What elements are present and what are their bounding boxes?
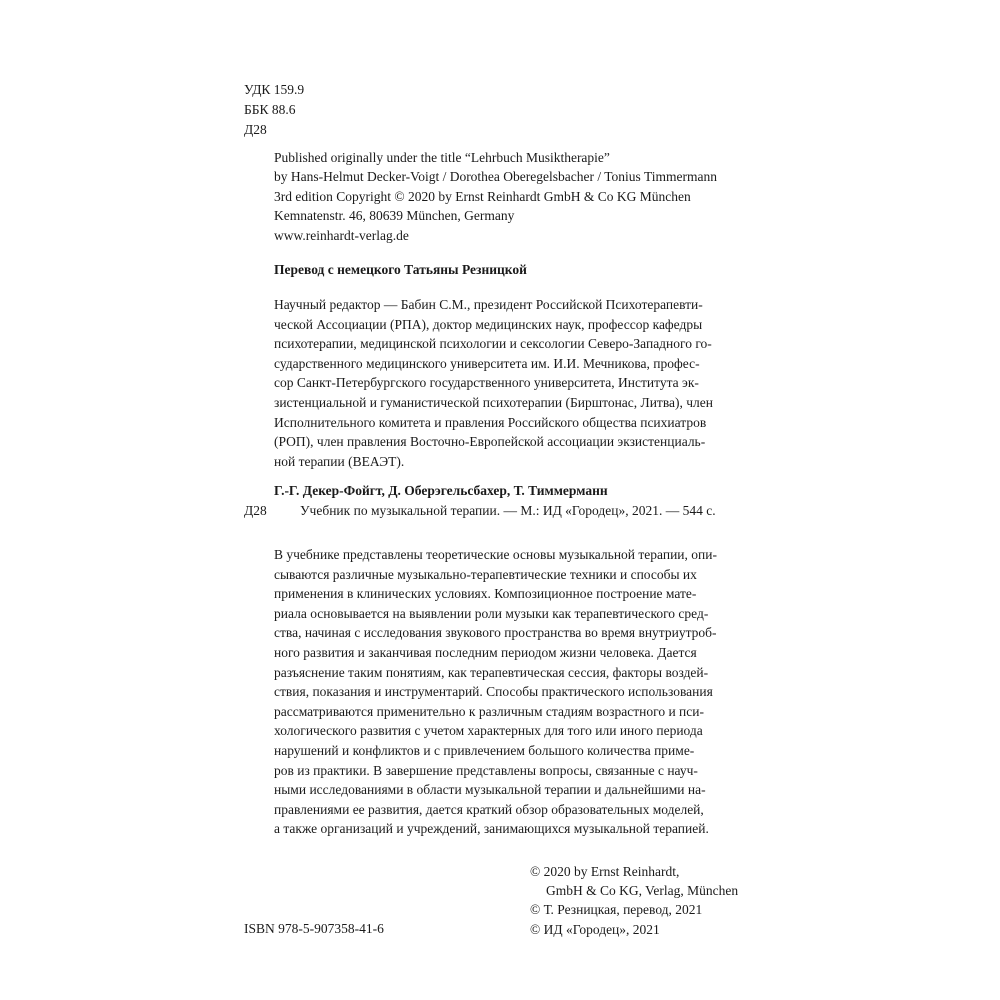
abstract-line: ров из практики. В завершение представлены вопросы, связанные с науч- bbox=[274, 762, 698, 778]
abstract-line: рассматриваются применительно к различным стадиям возрастного и пси- bbox=[274, 703, 704, 719]
abstract-line: ными исследованиями в области музыкальной терапии и дальнейшими на- bbox=[274, 782, 706, 798]
editor-line: Исполнительного комитета и правления Российского общества психиатров bbox=[274, 414, 707, 430]
editor-line: сударственного медицинского университета им. И.И. Мечникова, профес- bbox=[274, 355, 700, 371]
abstract-line: риала основывается на выявлении роли музыки как терапевтического сред- bbox=[274, 605, 709, 621]
bbk-code: ББК 88.6 bbox=[244, 102, 296, 117]
isbn: ISBN 978-5-907358-41-6 bbox=[244, 921, 384, 936]
author-mark: Д28 bbox=[244, 122, 267, 137]
abstract-line: нарушений и конфликтов и с привлечением большого количества приме- bbox=[274, 742, 695, 758]
abstract-line: ного развития и заканчивая последним периодом жизни человека. Дается bbox=[274, 644, 697, 660]
authors-heading: Г.-Г. Декер-Фойгт, Д. Оберэгельсбахер, Т. Тиммерманн bbox=[274, 483, 608, 498]
abstract-line: а также организаций и учреждений, занимающихся музыкальной терапией. bbox=[274, 821, 709, 837]
copyright-line: © 2020 by Ernst Reinhardt, bbox=[530, 864, 680, 879]
copyright-block bbox=[530, 862, 738, 939]
editor-line: ческой Ассоциации (РПА), доктор медицинских наук, профессор кафедры bbox=[274, 316, 703, 332]
abstract-line: разъяснение таким понятиям, как терапевтическая сессия, факторы воздей- bbox=[274, 664, 709, 680]
original-line: by Hans-Helmut Decker-Voigt / Dorothea Oberegelsbacher / Tonius Timmermann bbox=[274, 169, 717, 185]
editor-line: зистенциальной и гуманистической психотерапии (Бирштонас, Литва), член bbox=[274, 394, 714, 410]
translation-credit: Перевод с немецкого Татьяны Резницкой bbox=[274, 262, 527, 277]
abstract-line: правлениями ее развития, дается краткий обзор образовательных моделей, bbox=[274, 801, 704, 817]
abstract-line: ствия, показания и инструментарий. Способы практического использования bbox=[274, 684, 713, 700]
editor-line: сор Санкт-Петербургского государственного университета, Института эк- bbox=[274, 375, 699, 391]
abstract-line: В учебнике представлены теоретические основы музыкальной терапии, опи- bbox=[274, 547, 717, 562]
abstract-line: применения в клинических условиях. Композиционное построение мате- bbox=[274, 586, 697, 602]
original-line: 3rd edition Copyright © 2020 by Ernst Reinhardt GmbH & Co KG München bbox=[274, 188, 691, 204]
udk-code: УДК 159.9 bbox=[244, 82, 305, 97]
abstract-line: сываются различные музыкально-терапевтические техники и способы их bbox=[274, 566, 697, 582]
original-line: Published originally under the title “Lehrbuch Musiktherapie” bbox=[274, 150, 610, 165]
abstract bbox=[274, 545, 766, 839]
copyright-line: © ИД «Городец», 2021 bbox=[530, 921, 660, 937]
editor-line: психотерапии, медицинской психологии и сексологии Северо-Западного го- bbox=[274, 336, 712, 352]
editor-line: (РОП), член правления Восточно-Европейской ассоциации экзистенциаль- bbox=[274, 434, 706, 450]
editor-line: ной терапии (ВЕАЭТ). bbox=[274, 453, 405, 469]
classification-codes bbox=[244, 80, 304, 140]
catalog-code: Д28 bbox=[244, 503, 267, 518]
original-publication-notice bbox=[274, 148, 717, 245]
original-line: Kemnatenstr. 46, 80639 München, Germany bbox=[274, 208, 515, 224]
copyright-line: GmbH & Co KG, Verlag, München bbox=[546, 883, 739, 899]
catalog-entry: Учебник по музыкальной терапии. — М.: ИД «Городец», 2021. — 544 с. bbox=[300, 503, 716, 518]
abstract-line: хологического развития с учетом характерных для того или иного периода bbox=[274, 723, 703, 739]
publisher-website: www.reinhardt-verlag.de bbox=[274, 227, 409, 243]
scientific-editor-note bbox=[274, 295, 766, 471]
abstract-line: ства, начиная с исследования звукового пространства во время внутриутроб- bbox=[274, 625, 717, 641]
editor-line: Научный редактор — Бабин С.М., президент Российской Психотерапевти- bbox=[274, 297, 703, 312]
copyright-line: © Т. Резницкая, перевод, 2021 bbox=[530, 902, 703, 918]
